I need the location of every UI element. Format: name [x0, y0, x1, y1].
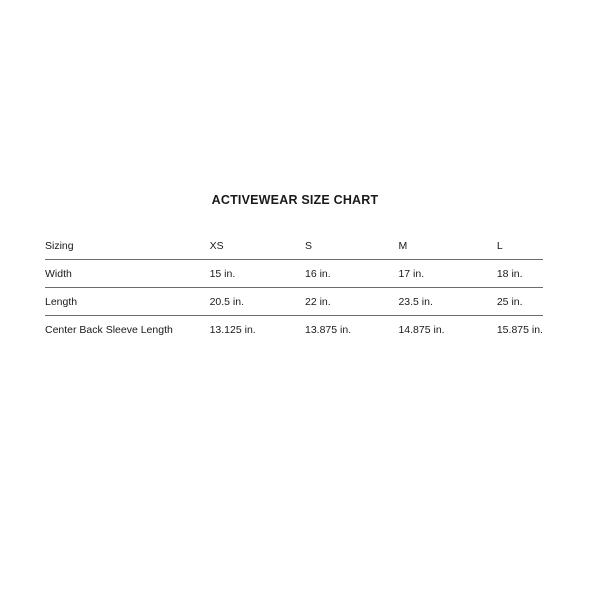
table-cell: 23.5 in.	[398, 288, 496, 316]
table-cell: 15.875 in.	[496, 323, 543, 336]
table-cell: 13.875 in.	[305, 323, 352, 336]
table-cell: 20.5 in.	[210, 288, 305, 316]
header-cell: M	[398, 232, 496, 260]
row-label: Center Back Sleeve Length	[45, 323, 173, 336]
table-cell: 16 in.	[305, 260, 398, 288]
chart-title: ACTIVEWEAR SIZE CHART	[211, 193, 379, 207]
row-label: Length	[45, 288, 210, 316]
table-cell: 13.125 in.	[209, 323, 256, 336]
table-cell: 25 in.	[497, 288, 543, 316]
header-cell: Sizing	[45, 232, 210, 260]
table-row	[45, 316, 543, 344]
size-table	[45, 232, 543, 343]
header-cell: L	[497, 232, 543, 260]
table-cell: 15 in.	[210, 260, 305, 288]
header-cell: XS	[210, 232, 305, 260]
row-label: Width	[45, 260, 210, 288]
table-cell: 22 in.	[305, 288, 398, 316]
table-cell: 18 in.	[497, 260, 543, 288]
table-row	[45, 288, 543, 316]
table-cell: 14.875 in.	[398, 323, 445, 336]
header-cell: S	[305, 232, 398, 260]
table-header-row	[45, 232, 543, 260]
table-row	[45, 260, 543, 288]
table-cell: 17 in.	[398, 260, 496, 288]
